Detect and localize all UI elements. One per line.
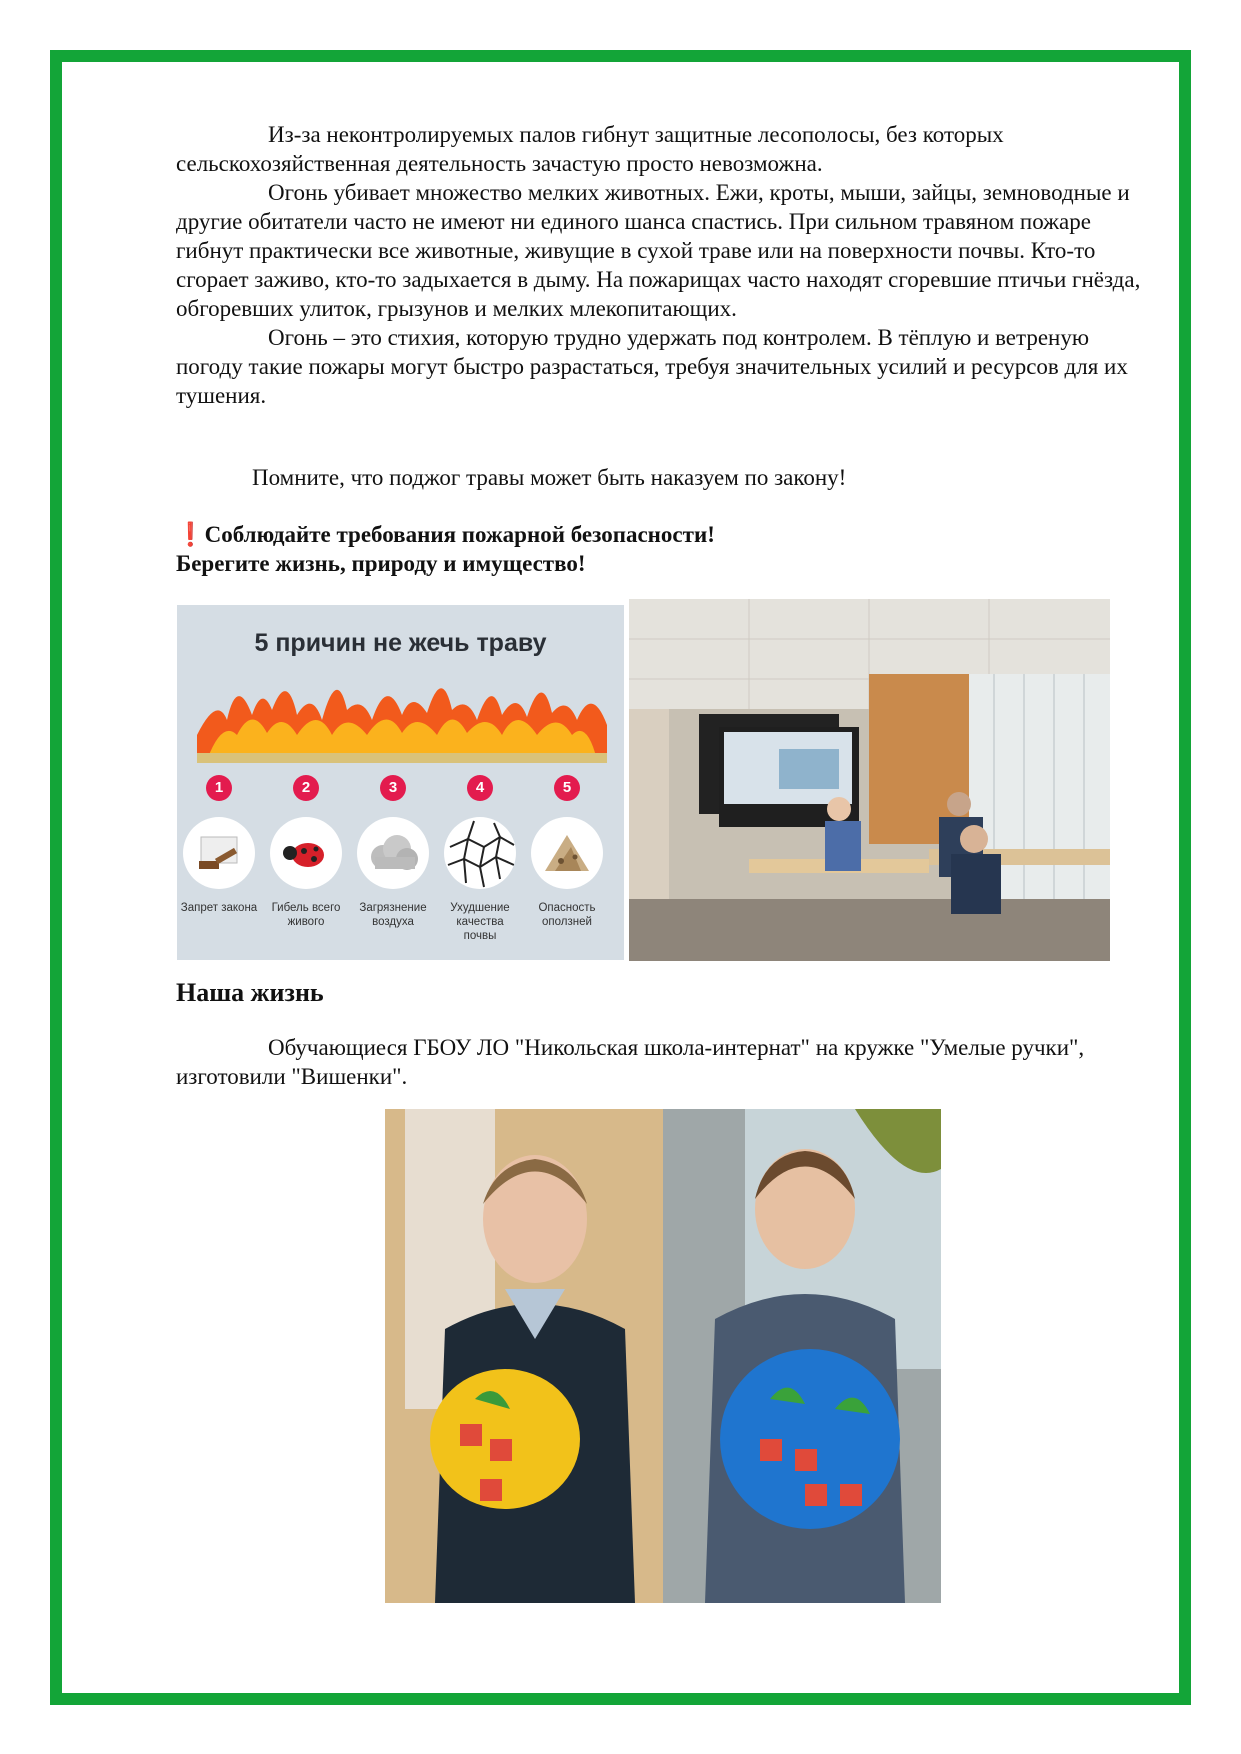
fire-icon [197, 665, 607, 765]
warning-line-2: Берегите жизнь, природу и имущество! [176, 551, 586, 576]
reason-1 [179, 775, 259, 915]
smoke-cloud-icon [357, 817, 429, 889]
gavel-icon [183, 817, 255, 889]
reason-3: 3 Загрязнение воздуха [353, 775, 433, 929]
section-heading: Наша жизнь [176, 978, 324, 1007]
section-text: Обучающиеся ГБОУ ЛО "Никольская школа-интернат" на кружке "Умелые ручки", изготовили "Вишенки". [176, 1035, 1085, 1089]
ladybug-icon [270, 817, 342, 889]
reason-label: Запрет закона [180, 902, 258, 914]
reason-5: 5 Опасность оползней [527, 775, 607, 929]
landslide-icon [531, 817, 603, 889]
reason-number: 1 [206, 775, 232, 801]
infographic-five-reasons [177, 605, 624, 960]
classroom-photo [629, 599, 1110, 961]
body-text [176, 120, 1156, 410]
paragraph-1: Из-за неконтролируемых палов гибнут защитные лесополосы, без которых сельскохозяйственная деятельность зачастую просто невозможна. [176, 122, 1004, 176]
infographic-title: 5 причин не жечь траву [254, 629, 547, 657]
reminder: Помните, что поджог травы может быть наказуем по закону! [252, 465, 847, 490]
paragraph-3: Огонь – это стихия, которую трудно удержать под контролем. В тёплую и ветреную погоду такие пожары могут быстро разрастаться, требуя значительных усилий и ресурсов для их тушения. [176, 325, 1128, 408]
reason-2: 2 Гибель всего живого [266, 775, 346, 929]
warning-line-1: ❗Соблюдайте требования пожарной безопасности! [176, 522, 715, 547]
kids-crafts-photo [385, 1109, 941, 1603]
reason-4: 4 Ухудшение качества почвы [440, 775, 520, 943]
paragraph-2: Огонь убивает множество мелких животных. Ежи, кроты, мыши, зайцы, земноводные и другие обитатели часто не имеют ни единого шанса спастись. При сильном травяном пожаре гибнут практически все животные, живущие в сухой траве или на поверхности почвы. Кто-то сгорает заживо, кто-то задыхается в дыму. На пожарищах часто находят сгоревшие птичьи гнёзда, обгоревших улиток, грызунов и мелких млекопитающих. [176, 180, 1141, 321]
cracked-soil-icon [444, 817, 516, 889]
warning [176, 520, 1156, 578]
